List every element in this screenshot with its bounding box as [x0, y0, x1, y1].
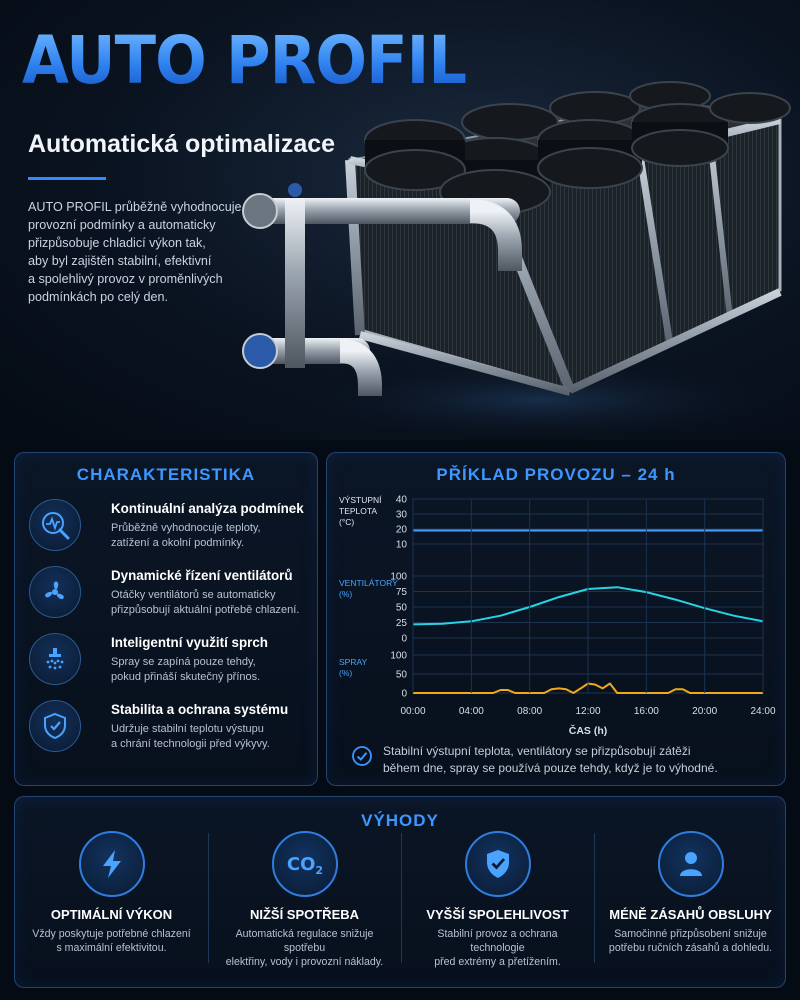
benefit-desc: [23, 927, 200, 955]
chart-y-tick-label: 30: [395, 509, 407, 521]
desc-line: Stabilní provoz a ochrana technologie: [437, 928, 558, 954]
characteristic-desc: [111, 588, 311, 618]
chart-x-tick-label: 04:00: [458, 706, 484, 717]
desc-line: s maximální efektivitou.: [56, 942, 167, 954]
chart-note: [383, 743, 773, 777]
note-line: během dne, spray se používá pouze tehdy, když je to výhodné.: [383, 761, 718, 775]
characteristic-item: [29, 499, 309, 565]
characteristic-title: Stabilita a ochrana systému: [111, 702, 289, 717]
chart-y-axis-label: SPRAY: [339, 657, 368, 667]
chart-y-tick-label: 100: [390, 571, 407, 583]
shield-icon: [29, 700, 81, 752]
subtitle-underline: [28, 177, 106, 180]
benefit-item: [208, 831, 401, 981]
chart-y-tick-label: 0: [401, 633, 407, 645]
operation-chart: [327, 493, 787, 738]
chart-x-tick-label: 12:00: [575, 706, 601, 717]
analysis-icon: [29, 499, 81, 551]
chart-x-tick-label: 16:00: [633, 706, 659, 717]
characteristics-panel: [14, 452, 318, 786]
benefit-title: NIŽŠÍ SPOTŘEBA: [249, 907, 360, 922]
chart-y-tick-label: 20: [395, 524, 407, 536]
chart-y-tick-label: 50: [395, 602, 407, 614]
intro-text: [28, 198, 258, 306]
spray-icon: [29, 633, 81, 685]
chart-x-tick-label: 00:00: [400, 706, 426, 717]
desc-line: Průběžně vyhodnocuje teploty,: [111, 522, 261, 534]
intro-line: aby byl zajištěn stabilní, efektivní: [28, 254, 212, 268]
intro-line: AUTO PROFIL průběžně vyhodnocuje: [28, 200, 242, 214]
intro-line: a spolehlivý provoz v proměnlivých: [28, 272, 223, 286]
benefit-title: MÉNĚ ZÁSAHŮ OBSLUHY: [609, 907, 772, 922]
fan-icon: [29, 566, 81, 618]
chart-x-tick-label: 20:00: [692, 706, 718, 717]
desc-line: zatížení a okolní podmínky.: [111, 537, 245, 549]
desc-line: pokud přináší skutečný přínos.: [111, 671, 261, 683]
chart-y-tick-label: 75: [395, 587, 407, 598]
benefit-item: [594, 831, 787, 981]
shield-check-icon: [465, 831, 531, 897]
desc-line: Otáčky ventilátorů se automaticky: [111, 589, 276, 601]
intro-line: přizpůsobuje chladicí výkon tak,: [28, 236, 206, 250]
co2-icon: [272, 831, 338, 897]
desc-line: Samočinné přizpůsobení snižuje: [614, 928, 767, 940]
chart-title: PŘÍKLAD PROVOZU – 24 h: [436, 465, 676, 484]
chart-x-axis-label: ČAS (h): [568, 725, 608, 737]
benefit-desc: [602, 927, 779, 955]
chart-y-tick-label: 40: [395, 494, 407, 506]
person-icon: [658, 831, 724, 897]
brand-title: AUTO PROFIL: [22, 22, 467, 99]
chart-x-tick-label: 08:00: [517, 706, 543, 717]
co2-subscript: 2: [315, 863, 324, 877]
co2-text: CO: [286, 853, 316, 875]
characteristic-title: Inteligentní využití sprch: [111, 635, 268, 650]
characteristic-desc: [111, 722, 311, 752]
intro-line: provozní podmínky a automaticky: [28, 218, 216, 232]
hero-section: [0, 0, 800, 440]
characteristic-desc: [111, 655, 311, 685]
desc-line: Vždy poskytuje potřebné chlazení: [32, 928, 191, 940]
benefits-title: VÝHODY: [361, 811, 439, 830]
operation-example-panel: [326, 452, 786, 786]
page-subtitle: Automatická optimalizace: [28, 130, 336, 158]
chart-y-tick-label: 25: [395, 618, 407, 629]
chart-y-axis-label: TEPLOTA: [339, 506, 378, 516]
characteristic-title: Kontinuální analýza podmínek: [111, 501, 304, 516]
chart-y-axis-label: VENTILÁTORY: [339, 578, 398, 588]
desc-line: a chrání technologii před výkyvy.: [111, 738, 270, 750]
chart-y-axis-label: VÝSTUPNÍ: [339, 495, 382, 505]
characteristic-item: [29, 633, 309, 699]
intro-line: podmínkách po celý den.: [28, 290, 169, 304]
characteristics-title: CHARAKTERISTIKA: [76, 465, 256, 484]
chart-y-tick-label: 0: [401, 688, 407, 700]
chart-y-tick-label: 100: [390, 650, 407, 662]
desc-line: přizpůsobují aktuální potřebě chlazení.: [111, 604, 300, 616]
desc-line: Udržuje stabilní teplotu výstupu: [111, 723, 264, 735]
desc-line: elektřiny, vody i provozní náklady.: [225, 956, 384, 968]
benefit-item: [15, 831, 208, 981]
desc-line: Automatická regulace snižuje spotřebu: [235, 928, 374, 954]
benefit-desc: [409, 927, 586, 969]
desc-line: Spray se zapíná pouze tehdy,: [111, 656, 256, 668]
chart-y-tick-label: 10: [395, 539, 407, 551]
characteristic-desc: [111, 521, 311, 551]
benefits-panel: [14, 796, 786, 988]
desc-line: před extrémy a přetížením.: [434, 956, 561, 968]
characteristic-title: Dynamické řízení ventilátorů: [111, 568, 293, 583]
benefit-title: VYŠŠÍ SPOLEHLIVOST: [426, 907, 569, 922]
lightning-icon: [79, 831, 145, 897]
chart-y-tick-label: 50: [395, 669, 407, 681]
chart-y-axis-label: (%): [339, 589, 353, 599]
benefit-item: [401, 831, 594, 981]
desc-line: potřebu ručních zásahů a dohledu.: [608, 942, 773, 954]
characteristic-item: [29, 700, 309, 766]
check-circle-icon: [351, 745, 373, 767]
note-line: Stabilní výstupní teplota, ventilátory se přizpůsobují zátěži: [383, 744, 691, 758]
chart-x-tick-label: 24:00: [750, 706, 776, 717]
benefit-title: OPTIMÁLNÍ VÝKON: [50, 907, 173, 922]
benefit-desc: [216, 927, 393, 969]
chart-y-axis-label: (%): [339, 668, 353, 678]
chart-y-axis-label: (°C): [339, 517, 355, 527]
characteristic-item: [29, 566, 309, 632]
